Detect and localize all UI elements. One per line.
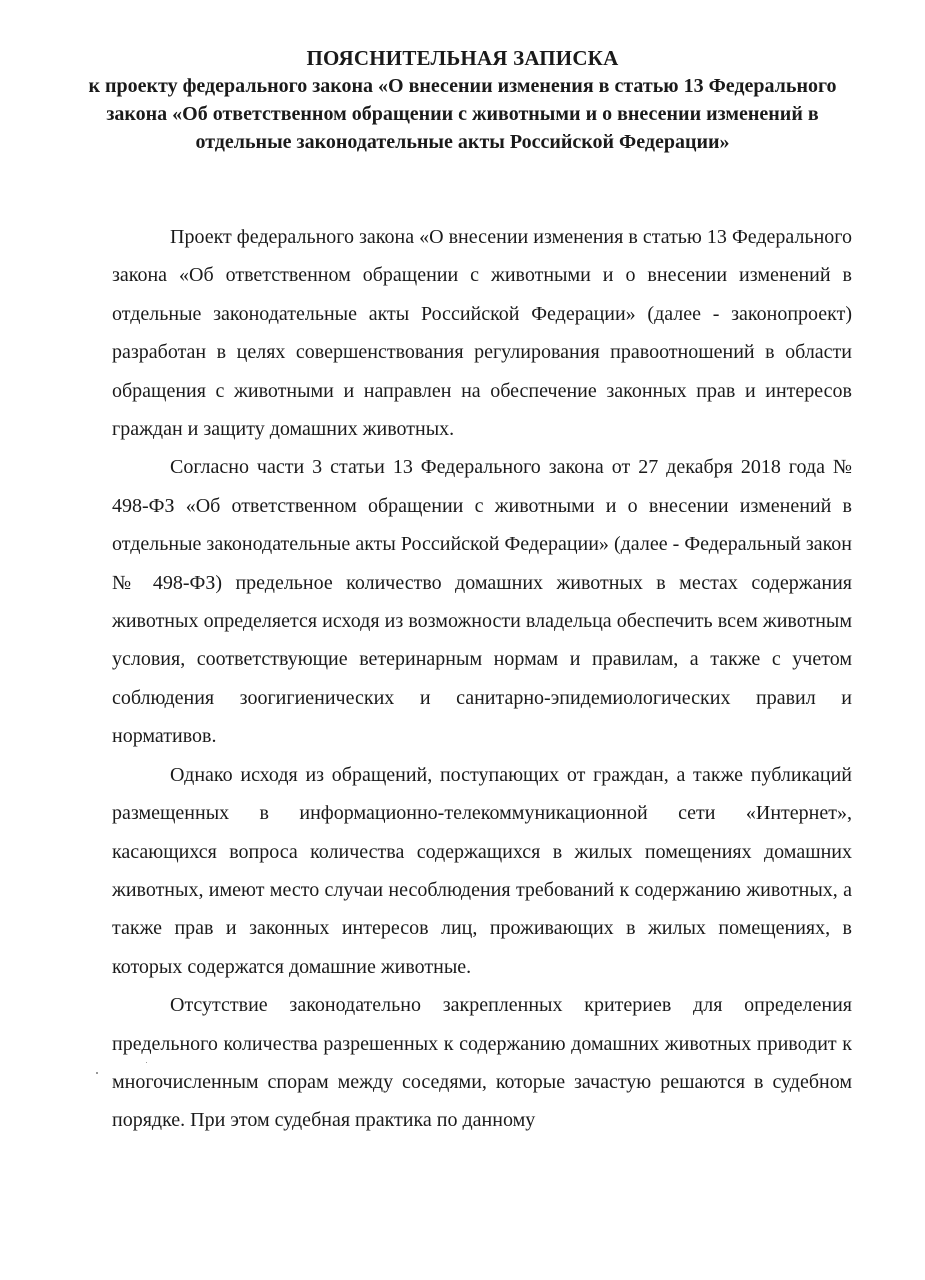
- paragraph-4: Отсутствие законодательно закрепленных критериев для определения предельного количества разрешенных к содержанию домашних животных приводит к многочисленным спорам между соседями, которые зачастую решаются в судебном порядке. При этом судебная практика по данному: [112, 994, 852, 1132]
- title-block: [60, 44, 865, 156]
- document-title: ПОЯСНИТЕЛЬНАЯ ЗАПИСКА: [306, 46, 619, 70]
- scan-speck: [146, 1062, 147, 1063]
- scan-speck: [96, 1072, 98, 1074]
- document-body: [112, 218, 852, 1140]
- paragraph-3: Однако исходя из обращений, поступающих от граждан, а также публикаций размещенных в информационно-телекоммуникационной сети «Интернет», касающихся вопроса количества содержащихся в жилых помещениях домашних животных, имеют место случаи несоблюдения требований к содержанию животных, а также прав и законных интересов лиц, проживающих в жилых помещениях, в которых содержатся домашние животные.: [112, 763, 852, 978]
- paragraph-1: Проект федерального закона «О внесении изменения в статью 13 Федерального закона «Об ответственном обращении с животными и о внесении изменений в отдельные законодательные акты Российской Федерации» (далее - законопроект) разработан в целях совершенствования регулирования правоотношений в области обращения с животными и направлен на обеспечение законных прав и интересов граждан и защиту домашних животных.: [112, 226, 852, 441]
- paragraph-2: Согласно части 3 статьи 13 Федерального закона от 27 декабря 2018 года № 498-ФЗ «Об ответственном обращении с животными и о внесении изменений в отдельные законодательные акты Российской Федерации» (далее - Федеральный закон № 498-ФЗ) предельное количество домашних животных в местах содержания животных определяется исходя из возможности владельца обеспечить всем животным условия, соответствующие ветеринарным нормам и правилам, а также с учетом соблюдения зоогигиенических и санитарно-эпидемиологических правил и нормативов.: [112, 456, 852, 748]
- document-subtitle: к проекту федерального закона «О внесении изменения в статью 13 Федерального закона «Об ответственном обращении с животными и о внесении изменений в отдельные законодательные акты Российской Федерации»: [88, 75, 837, 153]
